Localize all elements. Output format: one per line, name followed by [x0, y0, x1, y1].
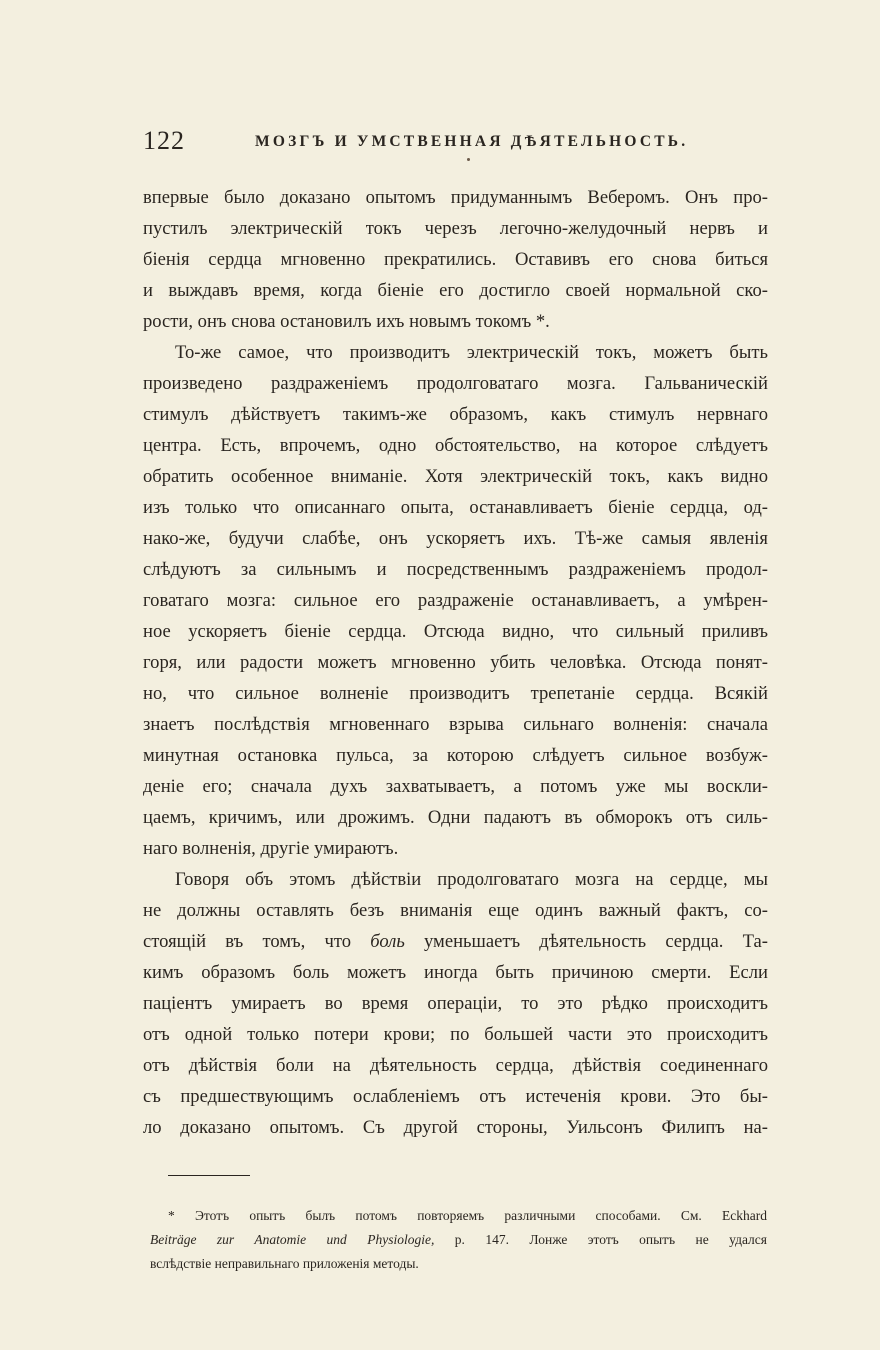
text-line: біенія сердца мгновенно прекратились. Оставивъ его снова биться — [143, 249, 768, 270]
text-line: минутная остановка пульса, за которою слѣдуетъ сильное возбуж- — [143, 745, 768, 766]
text-line: произведено раздраженіемъ продолговатаго мозга. Гальваническій — [143, 373, 768, 394]
running-title: МОЗГЪ И УМСТВЕННАЯ ДѢЯТЕЛЬНОСТЬ. — [255, 133, 689, 150]
footnote-line — [150, 1228, 767, 1252]
text-line: горя, или радости можетъ мгновенно убить человѣка. Отсюда понят- — [143, 652, 768, 673]
text-line: изъ только что описаннаго опыта, останавливаетъ біеніе сердца, од- — [143, 497, 768, 518]
page-number: 122 — [143, 126, 185, 155]
text-line: знаетъ послѣдствія мгновеннаго взрыва сильнаго волненія: сначала — [143, 714, 768, 735]
text-line: отъ одной только потери крови; по большей части это происходитъ — [143, 1024, 768, 1045]
text-line: съ предшествующимъ ослабленіемъ отъ истеченія крови. Это бы- — [143, 1086, 768, 1107]
footnote-line: вслѣдствіе неправильнаго приложенія методы. — [150, 1256, 419, 1271]
footnote-rule — [168, 1175, 250, 1176]
text-line: паціентъ умираетъ во время операціи, то это рѣдко происходитъ — [143, 993, 768, 1014]
text-line: Говоря объ этомъ дѣйствіи продолговатаго мозга на сердце, мы — [175, 869, 768, 890]
text-line: деніе его; сначала духъ захватываетъ, а потомъ уже мы воскли- — [143, 776, 768, 797]
text-line: но, что сильное волненіе производитъ трепетаніе сердца. Всякій — [143, 683, 768, 704]
text-line: цаемъ, кричимъ, или дрожимъ. Одни падаютъ въ обморокъ отъ силь- — [143, 807, 768, 828]
text-line: То-же самое, что производитъ электрическій токъ, можетъ быть — [175, 342, 768, 363]
text-line: отъ дѣйствія боли на дѣятельность сердца, дѣйствія соединеннаго — [143, 1055, 768, 1076]
text-line: центра. Есть, впрочемъ, одно обстоятельство, на которое слѣдуетъ — [143, 435, 768, 456]
text-line: не должны оставлять безъ вниманія еще одинъ важный фактъ, со- — [143, 900, 768, 921]
text-line: обратить особенное вниманіе. Хотя электрическій токъ, какъ видно — [143, 466, 768, 487]
text-line: слѣдуютъ за сильнымъ и посредственнымъ раздраженіемъ продол- — [143, 559, 768, 580]
text-line: ное ускоряетъ біеніе сердца. Отсюда видно, что сильный приливъ — [143, 621, 768, 642]
text-line: и выждавъ время, когда біеніе его достигло своей нормальной ско- — [143, 280, 768, 301]
text-span: p. 147. Лонже этотъ опытъ не удался — [434, 1232, 767, 1247]
text-line: кимъ образомъ боль можетъ иногда быть причиною смерти. Если — [143, 962, 768, 983]
footnote-line: * Этотъ опытъ былъ потомъ повторяемъ различными способами. См. Eckhard — [168, 1208, 767, 1223]
citation-title: Beiträge zur Anatomie und Physiologie, — [150, 1232, 435, 1247]
text-line: впервые было доказано опытомъ придуманнымъ Веберомъ. Онъ про- — [143, 187, 768, 208]
text-span: уменьшаетъ дѣятельность сердца. Та- — [404, 931, 768, 952]
print-speck — [467, 158, 470, 161]
text-line — [143, 926, 768, 958]
text-span: стоящій въ томъ, что — [143, 931, 371, 952]
text-line: говатаго мозга: сильное его раздраженіе останавливаетъ, а умѣрен- — [143, 590, 768, 611]
emphasis-word: боль — [370, 931, 405, 952]
text-line: пустилъ электрическій токъ черезъ легочно-желудочный нервъ и — [143, 218, 768, 239]
text-line: наго волненія, другіе умираютъ. — [143, 838, 399, 859]
text-line: ло доказано опытомъ. Съ другой стороны, Уильсонъ Филипъ на- — [143, 1117, 768, 1138]
text-line: рости, онъ снова остановилъ ихъ новымъ токомъ *. — [143, 311, 550, 332]
text-line: нако-же, будучи слабѣе, онъ ускоряетъ ихъ. Тѣ-же самыя явленія — [143, 528, 768, 549]
text-line: стимулъ дѣйствуетъ такимъ-же образомъ, какъ стимулъ нервнаго — [143, 404, 768, 425]
